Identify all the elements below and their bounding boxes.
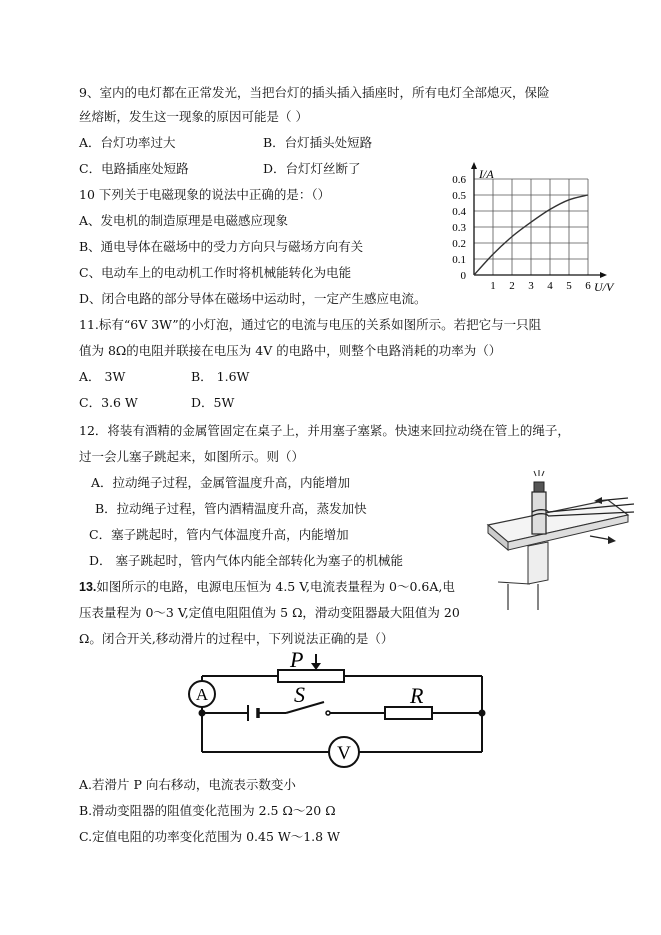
q10-option-c: C、电动车上的电动机工作时将机械能转化为电能 bbox=[79, 265, 352, 280]
y-tick-label: 0.3 bbox=[452, 222, 466, 234]
q9-option-a: A．台灯功率过大 bbox=[79, 135, 176, 150]
q9-option-b: B．台灯插头处短路 bbox=[263, 135, 373, 150]
junction-right bbox=[479, 710, 486, 717]
q12-option-b: B．拉动绳子过程，管内酒精温度升高，蒸发加快 bbox=[95, 501, 367, 516]
ammeter-label: A bbox=[195, 685, 209, 704]
y-tick-label: 0.5 bbox=[452, 190, 466, 202]
q11-options-row2 bbox=[79, 394, 234, 412]
switch-blade bbox=[286, 702, 324, 713]
q11-option-a: A． 3W bbox=[79, 369, 126, 384]
y-tick-label: 0.2 bbox=[452, 238, 466, 250]
q13-stem-text: 如图所示的电路，电源电压恒为 4.5 V,电流表量程为 0～0.6A,电 bbox=[96, 579, 455, 594]
q10-option-b: B、通电导体在磁场中的受力方向只与磁场方向有关 bbox=[79, 239, 364, 254]
q11-stem-line1: 11.标有“6V 3W”的小灯泡，通过它的电流与电压的关系如图所示。若把它与一只阻 bbox=[79, 317, 542, 332]
q11-option-b: B． 1.6W bbox=[191, 369, 250, 384]
q11-options-row1 bbox=[79, 368, 249, 386]
y-tick-label: 0.6 bbox=[452, 174, 466, 186]
q9-stem-line2: 丝熔断，发生这一现象的原因可能是（ ） bbox=[79, 109, 308, 124]
q11-option-c: C．3.6 W bbox=[79, 395, 138, 410]
q13-stem-line3: Ω。闭合开关,移动滑片的过程中，下列说法正确的是（） bbox=[79, 631, 394, 646]
cork bbox=[534, 482, 544, 492]
y-tick-label: 0.1 bbox=[452, 254, 466, 266]
graph-x-ticks bbox=[490, 280, 591, 292]
graph-grid bbox=[474, 179, 588, 275]
slider-label: P bbox=[290, 650, 304, 672]
graph-x-label: U/V bbox=[594, 280, 614, 294]
x-tick-label: 4 bbox=[547, 280, 553, 292]
iu-graph bbox=[446, 160, 626, 300]
q10-stem: 10 下列关于电磁现象的说法中正确的是：（） bbox=[79, 187, 331, 202]
metal-tube-apparatus bbox=[478, 470, 638, 620]
rheostat-symbol bbox=[278, 670, 344, 682]
y-axis-arrow bbox=[471, 162, 477, 169]
q13-stem-line1 bbox=[79, 578, 455, 596]
q12-stem-line1: 12．将装有酒精的金属管固定在桌子上，并用塞子塞紧。快速来回拉动绕在管上的绳子， bbox=[79, 423, 570, 438]
switch-contact bbox=[326, 711, 330, 715]
metal-tube bbox=[532, 492, 546, 534]
x-tick-label: 2 bbox=[509, 280, 515, 292]
q9-options-row1 bbox=[79, 134, 372, 152]
y-tick-label: 0.4 bbox=[452, 206, 466, 218]
q13-option-b: B.滑动变阻器的阻值变化范围为 2.5 Ω～20 Ω bbox=[79, 803, 336, 818]
voltmeter-label: V bbox=[337, 743, 351, 764]
q13-option-a: A.若滑片 P 向右移动，电流表示数变小 bbox=[79, 777, 296, 792]
q10-option-d: D、闭合电路的部分导体在磁场中运动时，一定产生感应电流。 bbox=[79, 291, 427, 306]
q12-option-d: D． 塞子跳起时，管内气体内能全部转化为塞子的机械能 bbox=[89, 553, 403, 568]
graph-y-label: I/A bbox=[479, 167, 494, 181]
junction-left bbox=[199, 710, 206, 717]
q11-option-d: D．5W bbox=[191, 395, 235, 410]
x-tick-label: 5 bbox=[566, 280, 572, 292]
x-tick-label: 3 bbox=[528, 280, 534, 292]
q9-option-c: C．电路插座处短路 bbox=[79, 161, 189, 176]
table-step bbox=[528, 542, 548, 584]
q11-stem-line2: 值为 8Ω的电阻并联接在电压为 4V 的电路中，则整个电路消耗的功率为（） bbox=[79, 343, 502, 358]
q10-option-a: A、发电机的制造原理是电磁感应现象 bbox=[79, 213, 289, 228]
circuit-diagram bbox=[170, 650, 500, 775]
q13-number: 13. bbox=[79, 580, 97, 594]
q12-option-c: C．塞子跳起时，管内气体温度升高，内能增加 bbox=[89, 527, 349, 542]
q9-option-d: D．台灯灯丝断了 bbox=[263, 161, 361, 176]
q12-stem-line2: 过一会儿塞子跳起来，如图所示。则（） bbox=[79, 449, 305, 464]
x-tick-label: 1 bbox=[490, 280, 496, 292]
graph-y-ticks bbox=[452, 174, 466, 282]
x-tick-label: 6 bbox=[585, 280, 591, 292]
resistor-symbol bbox=[385, 707, 432, 719]
q9-options-row2 bbox=[79, 160, 361, 178]
q13-option-c: C.定值电阻的功率变化范围为 0.45 W～1.8 W bbox=[79, 829, 340, 844]
q9-stem-line1: 9、室内的电灯都在正常发光，当把台灯的插头插入插座时，所有电灯全部熄灭，保险 bbox=[79, 85, 550, 100]
x-axis-arrow bbox=[600, 272, 607, 278]
q13-stem-line2: 压表量程为 0～3 V,定值电阻阻值为 5 Ω，滑动变阻器最大阻值为 20 bbox=[79, 605, 460, 620]
y-tick-label: 0 bbox=[460, 270, 466, 282]
q12-option-a: A．拉动绳子过程，金属管温度升高，内能增加 bbox=[91, 475, 351, 490]
resistor-label: R bbox=[410, 683, 424, 708]
switch-label: S bbox=[294, 682, 305, 707]
